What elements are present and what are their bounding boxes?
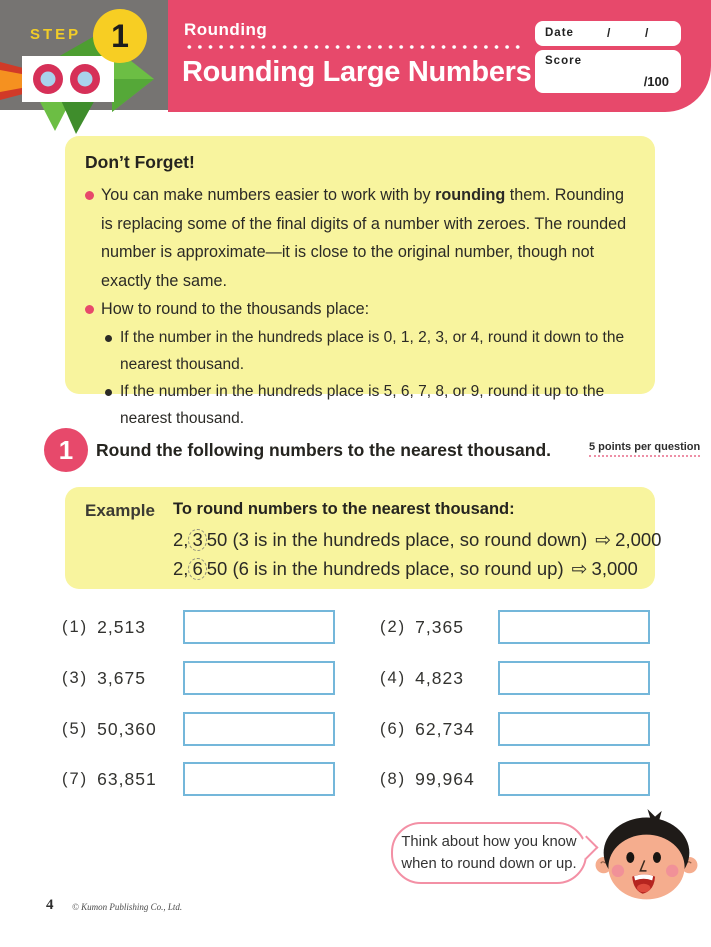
dont-forget-panel (65, 136, 655, 427)
problem-value: 4,823 (415, 667, 464, 688)
example-line (173, 555, 661, 584)
answer-box-3[interactable] (183, 661, 335, 695)
arrow-right-icon: ⇨ (595, 530, 612, 551)
dont-forget-heading: Don’t Forget! (85, 152, 195, 172)
problem-row (62, 610, 146, 644)
answer-box-2[interactable] (498, 610, 650, 644)
hint-text-line: when to round down or up. (401, 856, 577, 872)
problem-value: 2,513 (97, 616, 146, 637)
example-prefix: 2, (173, 558, 189, 579)
example-result: 3,000 (591, 558, 638, 579)
copyright: © Kumon Publishing Co., Ltd. (72, 902, 183, 912)
problem-row (62, 712, 157, 746)
score-label: Score (545, 55, 582, 67)
bullet-text (101, 181, 637, 295)
bullet-dot-icon (85, 191, 94, 200)
bullet-text: How to round to the thousands place: (101, 300, 370, 318)
problem-label: (4) (380, 668, 407, 687)
problem-label: (6) (380, 719, 407, 738)
date-slash: / (607, 26, 611, 40)
answer-box-7[interactable] (183, 762, 335, 796)
bullet1-post: them. Rounding is replacing some of the final digits of a number with zeroes. The rounded number is approximate—it is close to the original number, though not exactly the same. (101, 186, 627, 290)
page-number: 4 (46, 897, 54, 913)
problem-row (380, 610, 464, 644)
date-label: Date (545, 27, 574, 39)
sub-bullet-text: If the number in the hundreds place is 0, 1, 2, 3, or 4, round it down to the nearest thousand. (120, 328, 625, 373)
sub-bullet-item (105, 324, 637, 378)
date-field[interactable] (535, 21, 681, 46)
page-title: Rounding Large Numbers (182, 56, 532, 88)
points-note: 5 points per question (589, 441, 700, 457)
answer-box-4[interactable] (498, 661, 650, 695)
sub-bullet-list (105, 324, 637, 432)
sub-bullet-text: If the number in the hundreds place is 5, 6, 7, 8, or 9, round it up to the nearest thousand. (120, 382, 605, 427)
problem-row (62, 762, 157, 796)
problem-label: (3) (62, 668, 89, 687)
answer-box-8[interactable] (498, 762, 650, 796)
problem-label: (8) (380, 769, 407, 788)
kid-face-icon (594, 808, 699, 908)
problem-row (380, 712, 475, 746)
problem-value: 62,734 (415, 718, 475, 739)
example-rest: 50 (6 is in the hundreds place, so round up) (206, 558, 564, 579)
problem-row (380, 762, 475, 796)
problem-label: (7) (62, 769, 89, 788)
circled-digit: 3 (188, 529, 206, 551)
circled-digit: 6 (188, 558, 206, 580)
example-prefix: 2, (173, 529, 189, 550)
sub-bullet-dot-icon (105, 335, 112, 342)
bullet-item (85, 295, 637, 324)
hint-speech-bubble (391, 822, 587, 884)
problem-value: 7,365 (415, 616, 464, 637)
example-label: Example (85, 501, 155, 520)
problem-row (62, 661, 146, 695)
score-denominator: /100 (643, 74, 669, 89)
question-title: Round the following numbers to the nearest thousand. (96, 440, 551, 460)
example-result: 2,000 (615, 529, 662, 550)
answer-box-1[interactable] (183, 610, 335, 644)
bullet1-bold: rounding (435, 186, 506, 204)
example-body (173, 500, 661, 589)
problem-label: (2) (380, 617, 407, 636)
hint-text-line: Think about how you know (401, 834, 577, 850)
bullet-item (85, 181, 637, 295)
problem-label: (1) (62, 617, 89, 636)
bullet1-pre: You can make numbers easier to work with by (101, 186, 436, 204)
question-number-badge: 1 (44, 428, 88, 472)
problem-value: 99,964 (415, 768, 475, 789)
banner-subtitle: Rounding (184, 20, 268, 39)
problem-value: 50,360 (97, 718, 157, 739)
problem-value: 63,851 (97, 768, 157, 789)
step-number-badge: 1 (93, 9, 147, 63)
sub-bullet-item (105, 378, 637, 432)
problem-value: 3,675 (97, 667, 146, 688)
example-panel (65, 487, 662, 589)
problem-label: (5) (62, 719, 89, 738)
bullet-dot-icon (85, 305, 94, 314)
sub-bullet-dot-icon (105, 389, 112, 396)
dotted-separator-icon (184, 44, 524, 50)
step-label: STEP (30, 26, 82, 43)
example-line (173, 526, 661, 555)
example-heading: To round numbers to the nearest thousand: (173, 500, 515, 518)
score-field[interactable] (535, 50, 681, 93)
problem-row (380, 661, 464, 695)
answer-box-6[interactable] (498, 712, 650, 746)
example-rest: 50 (3 is in the hundreds place, so round down) (206, 529, 588, 550)
date-slash: / (645, 26, 649, 40)
answer-box-5[interactable] (183, 712, 335, 746)
arrow-right-icon: ⇨ (571, 559, 588, 580)
